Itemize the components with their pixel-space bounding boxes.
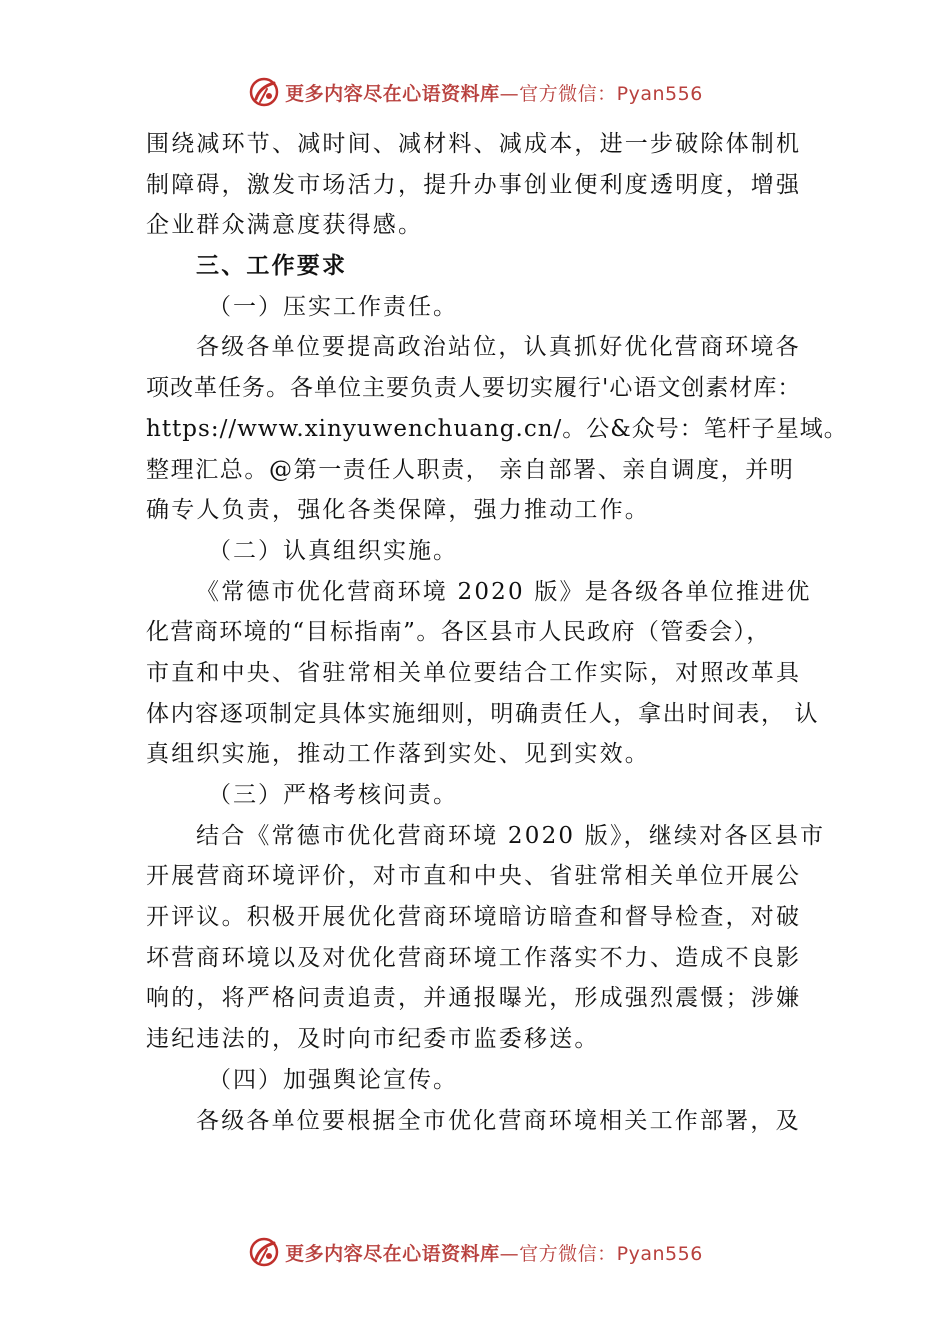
paragraph-line: 制障碍，激发市场活力，提升办事创业便利度透明度，增强 <box>146 171 802 198</box>
subsection-heading: （二）认真组织实施。 <box>208 537 458 564</box>
paragraph-line: 体内容逐项制定具体实施细则，明确责任人，拿出时间表， 认 <box>146 700 820 727</box>
paragraph-line: 真组织实施，推动工作落到实处、见到实效。 <box>146 741 650 768</box>
banner-text <box>285 1239 703 1266</box>
paragraph-line: 开展营商环境评价，对市直和中央、省驻常相关单位开展公 <box>146 863 802 890</box>
header-watermark-banner <box>0 72 950 112</box>
logo-icon <box>247 75 281 109</box>
subsection-heading: （四）加强舆论宣传。 <box>208 1066 458 1093</box>
paragraph-line: 围绕减环节、减时间、减材料、减成本，进一步破除体制机 <box>146 131 802 157</box>
paragraph-line: 确专人负责，强化各类保障，强力推动工作。 <box>146 497 650 524</box>
paragraph-line: 违纪违法的，及时向市纪委市监委移送。 <box>146 1026 600 1053</box>
paragraph-line: 各级各单位要提高政治站位，认真抓好优化营商环境各 <box>196 334 801 361</box>
footer-watermark-banner <box>0 1232 950 1272</box>
paragraph-line: 各级各单位要根据全市优化营商环境相关工作部署，及 <box>196 1107 801 1134</box>
paragraph-line: 企业群众满意度获得感。 <box>146 212 424 239</box>
banner-prefix: 更多内容尽在心语资料库 <box>285 1242 500 1265</box>
banner-prefix: 更多内容尽在心语资料库 <box>285 82 500 105</box>
banner-suffix: —官方微信：Pyan556 <box>499 1242 703 1265</box>
paragraph-line: 坏营商环境以及对优化营商环境工作落实不力、造成不良影 <box>146 944 802 971</box>
document-body <box>146 124 848 1141</box>
paragraph-line: 整理汇总。@第一责任人职责， 亲自部署、亲自调度，并明 <box>146 456 795 483</box>
logo-icon <box>247 1235 281 1269</box>
section-heading: 三、工作要求 <box>196 253 348 280</box>
subsection-heading: （三）严格考核问责。 <box>208 782 458 808</box>
paragraph-line: 结合《常德市优化营商环境 2020 版》，继续对各区县市 <box>196 822 826 849</box>
paragraph-line: 化营商环境的“目标指南”。各区县市人民政府（管委会）， <box>146 619 771 646</box>
paragraph-line: 《常德市优化营商环境 2020 版》是各级各单位推进优 <box>196 578 812 605</box>
paragraph-line: 市直和中央、省驻常相关单位要结合工作实际，对照改革具 <box>146 659 802 686</box>
banner-text <box>285 79 703 106</box>
paragraph-line: 开评议。积极开展优化营商环境暗访暗查和督导检查，对破 <box>146 904 802 931</box>
banner-suffix: —官方微信：Pyan556 <box>499 82 703 105</box>
subsection-heading: （一）压实工作责任。 <box>208 293 458 320</box>
paragraph-line: 项改革任务。各单位主要负责人要切实履行'心语文创素材库： <box>146 375 802 402</box>
paragraph-line: https://www.xinyuwenchuang.cn/。公&众号：笔杆子星域。 <box>146 415 848 442</box>
paragraph-line: 响的，将严格问责追责，并通报曝光，形成强烈震慑；涉嫌 <box>146 985 802 1012</box>
